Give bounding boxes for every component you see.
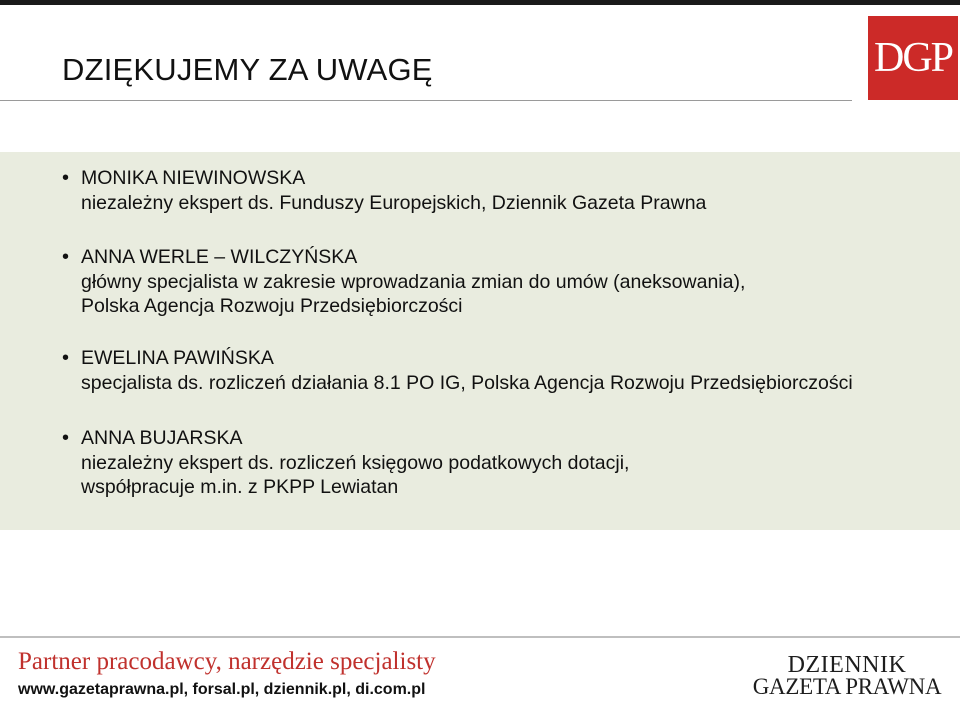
dziennik-gazeta-prawna-logo	[742, 654, 952, 698]
person-role: niezależny ekspert ds. Funduszy Europejskich, Dziennik Gazeta Prawna	[81, 191, 707, 214]
title-divider	[0, 100, 852, 101]
person-role: niezależny ekspert ds. rozliczeń księgowo podatkowych dotacji,	[81, 451, 630, 474]
person-affiliation: współpracuje m.in. z PKPP Lewiatan	[81, 476, 399, 498]
person-role: główny specjalista w zakresie wprowadzania zmian do umów (aneksowania),	[81, 270, 746, 293]
person-name: EWELINA PAWIŃSKA	[81, 347, 274, 369]
dgp-logo-text: DGP	[873, 35, 953, 81]
person-name: ANNA BUJARSKA	[81, 427, 243, 449]
list-item	[62, 166, 706, 215]
list-item	[62, 426, 629, 500]
logo-line-1: DZIENNIK	[787, 652, 907, 678]
slide-title: DZIĘKUJEMY ZA UWAGĘ	[62, 52, 433, 87]
bullet-icon: •	[62, 427, 70, 449]
dgp-logo	[868, 16, 958, 100]
logo-line-2: GAZETA PRAWNA	[752, 674, 942, 699]
footer-divider	[0, 636, 960, 638]
bullet-icon: •	[62, 347, 70, 369]
person-role: specjalista ds. rozliczeń działania 8.1 PO IG, Polska Agencja Rozwoju Przedsiębiorczości	[81, 371, 853, 394]
footer-websites: www.gazetaprawna.pl, forsal.pl, dziennik.pl, di.com.pl	[18, 681, 426, 698]
bullet-icon: •	[62, 167, 70, 189]
person-name: ANNA WERLE – WILCZYŃSKA	[81, 246, 358, 268]
person-organization: Polska Agencja Rozwoju Przedsiębiorczości	[81, 295, 463, 317]
bullet-icon: •	[62, 246, 70, 268]
top-bar	[0, 0, 960, 5]
person-name: MONIKA NIEWINOWSKA	[81, 167, 306, 189]
footer-tagline: Partner pracodawcy, narzędzie specjalisty	[18, 648, 436, 675]
list-item	[62, 346, 853, 395]
list-item	[62, 245, 745, 319]
